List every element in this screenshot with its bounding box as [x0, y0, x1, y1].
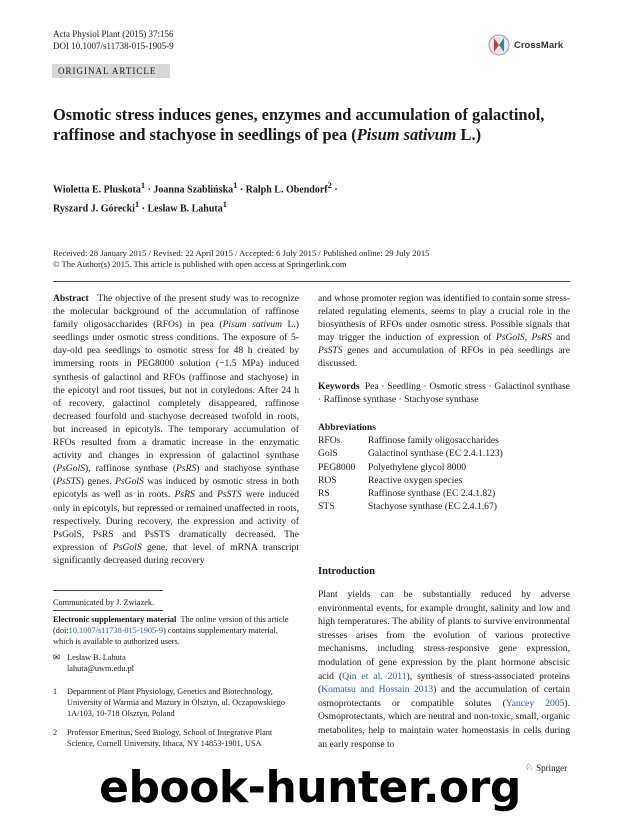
communicated-by: Communicated by J. Zwiazek.: [53, 598, 155, 607]
abbreviation-definition: Raffinose family oligosaccharides: [368, 435, 499, 447]
aff-text: Professor Emeritus, Seed Biology, School of Integrative Plant Science, Cornell University, Ithaca, NY 14853-1901, USA: [67, 728, 273, 748]
abbreviation-term: ROS: [318, 474, 337, 486]
keywords: [318, 380, 570, 406]
corresponding-author: [53, 652, 299, 674]
abstract-heading: Abstract: [53, 293, 89, 304]
abbreviations: [318, 421, 570, 513]
abbreviation-term: GolS: [318, 448, 338, 460]
keywords-heading: Keywords: [318, 380, 360, 392]
citation-link[interactable]: Qin et al. 2011: [342, 670, 407, 682]
journal-citation: Acta Physiol Plant (2015) 37:156: [53, 29, 174, 39]
abbreviation-row: [318, 461, 570, 474]
crossmark-button[interactable]: [488, 33, 578, 57]
corr-email[interactable]: lahuta@uwm.edu.pl: [67, 664, 135, 673]
watermark: ebook-hunter.org: [99, 762, 521, 813]
springer-horse-icon: ♘: [525, 762, 534, 772]
abbreviation-term: STS: [318, 501, 335, 513]
abstract: Abstract The objective of the present study was to recognize the molecular background of the accumulation of raffinose family oligosaccharides (RFOs) in pea (Pisum sativum L.) seedlings under osmotic stress conditions. The exposure of 5-day-old pea seedlings to osmotic stress for 48 h created by immersing roots in PEG8000 solution (−1.5 MPa) induced synthesis of galactinol and RFOs (raffinose and stachyose) in the epicotyl and root tissues, but not in cotyledons. After 24 h of recovery, galactinol completely disappeared, raffinose decreased fourfold and stachyose decreased twofold in roots, but increased in epicotyls. The temporary accumulation of RFOs resulted from a dramatic increase in the enzymatic activity and changes in expression of galactinol synthase (PsGolS), raffinose synthase (PsRS) and stachyose synthase (PsSTS) genes. PsGolS was induced by osmotic stress in both epicotyls as well as in roots. PsRS and PsSTS were induced only in epicotyls, but repressed or remained unaffected in roots, respectively. During recovery, the expression and activity of PsGolS, PsRS and PsSTS dramatically decreased. The expression of PsGolS gene, that level of mRNA transcript significantly decreased during recovery: [53, 293, 300, 566]
esm-note: Electronic supplementary material The online version of this article (doi:10.1007/s11738-015-1905-9) contains supplementary material, which is available to authorized users.: [53, 615, 289, 646]
citation-link[interactable]: Yancey 2005: [505, 697, 565, 709]
doi-link[interactable]: 10.1007/s11738-015-1905-9: [68, 626, 164, 635]
article-title: Osmotic stress induces genes, enzymes and accumulation of galactinol, raffinose and stachyose in seedlings of pea (Pisum sativum L.): [53, 105, 545, 144]
abbreviation-definition: Galactinol synthase (EC 2.4.1.123): [368, 448, 503, 460]
citation-link[interactable]: Komatsu and Hossain 2013: [321, 684, 434, 696]
abbreviation-row: [318, 434, 570, 447]
abbreviation-definition: Raffinose synthase (EC 2.4.1.82): [368, 488, 496, 500]
journal-meta: [53, 28, 174, 52]
copyright-line: © The Author(s) 2015. This article is published with open access at Springerlink.com: [53, 259, 347, 269]
abbreviations-list: [318, 434, 570, 513]
crossmark-label: CrossMark: [514, 39, 564, 51]
abbreviation-row: [318, 447, 570, 460]
article-type-badge: ORIGINAL ARTICLE: [52, 64, 170, 78]
crossmark-icon: [488, 34, 510, 56]
abbreviation-row: [318, 474, 570, 487]
aff-mark: 2: [53, 728, 58, 737]
abbreviation-row: [318, 500, 570, 513]
introduction-text: Plant yields can be substantially reduced by adverse environmental events, for example drought, salinity and low and high temperatures. The ability of plants to survive environmental stresses arises from the evolution of various protective mechanisms, including stress-responsive gene expression, modulation of gene expression by the plant hormone abscisic acid (Qin et al. 2011), synthesis of stress-associated proteins (Komatsu and Hossain 2013) and the accumulation of certain osmoprotectants or compatible solutes (Yancey 2005). Osmoprotectants, which are neutral and non-toxic, small, organic metabolites, help to maintain water homeostasis in cells during an early response to: [318, 589, 571, 750]
keywords-text: Pea · Seedling · Osmotic stress · Galactinol synthase · Raffinose synthase · Stachyose synthase: [318, 380, 571, 405]
abbreviation-definition: Stachyose synthase (EC 2.4.1.67): [368, 501, 497, 513]
affiliation-2: [53, 727, 299, 749]
abbreviation-term: RS: [318, 488, 330, 500]
abbreviation-row: [318, 487, 570, 500]
aff-mark: 1: [53, 687, 58, 696]
abstract-continued: and whose promoter region was identified to contain some stress-related regulating elements, seems to play a crucial role in the biosynthesis of RFOs under osmotic stress. Possible signals that may trigger the induction of expression of PsGolS, PsRS and PsSTS genes and accumulation of RFOs in pea seedlings are discussed. Keywords Pea · Seedling · Osmotic stress · Galactinol synthase · Raffinose synthase · Stachyose synthase: [318, 293, 571, 405]
abbreviation-definition: Reactive oxygen species: [368, 474, 463, 486]
aff-text: Department of Plant Physiology, Genetics and Biotechnology, University of Warmia and Mazury in Olsztyn, ul. Oczapowskiego 1A/103, 10-718 Olsztyn, Poland: [67, 687, 286, 718]
envelope-icon: ✉: [53, 653, 60, 662]
history-dates: Received: 28 January 2015 / Revised: 22 April 2015 / Accepted: 6 July 2015 / Published online: 29 July 2015: [53, 248, 430, 258]
esm-label: Electronic supplementary material: [53, 615, 177, 624]
abbreviation-term: PEG8000: [318, 461, 356, 473]
author-list: Wioletta E. Pluskota$^1$ · Joanna Szablińska$^1$ · Ralph L. Obendorf$^2$ · Ryszard J. Górecki$^1$ · Lesław B. Lahuta$^1$: [53, 181, 338, 215]
article-dates: [53, 248, 573, 270]
affiliation-1: [53, 686, 299, 719]
footnote-divider: [53, 590, 163, 591]
doi: DOI 10.1007/s11738-015-1905-9: [53, 41, 174, 51]
abbreviation-term: RFOs: [318, 435, 341, 447]
abbreviation-definition: Polyethylene glycol 8000: [368, 461, 467, 473]
corr-name: Lesław B. Lahuta: [67, 653, 126, 662]
divider: [53, 281, 570, 282]
footnote-divider: [53, 610, 163, 611]
publisher-name: Springer: [536, 762, 568, 773]
abbreviations-heading: Abbreviations: [318, 422, 376, 433]
introduction-heading: Introduction: [318, 566, 375, 577]
